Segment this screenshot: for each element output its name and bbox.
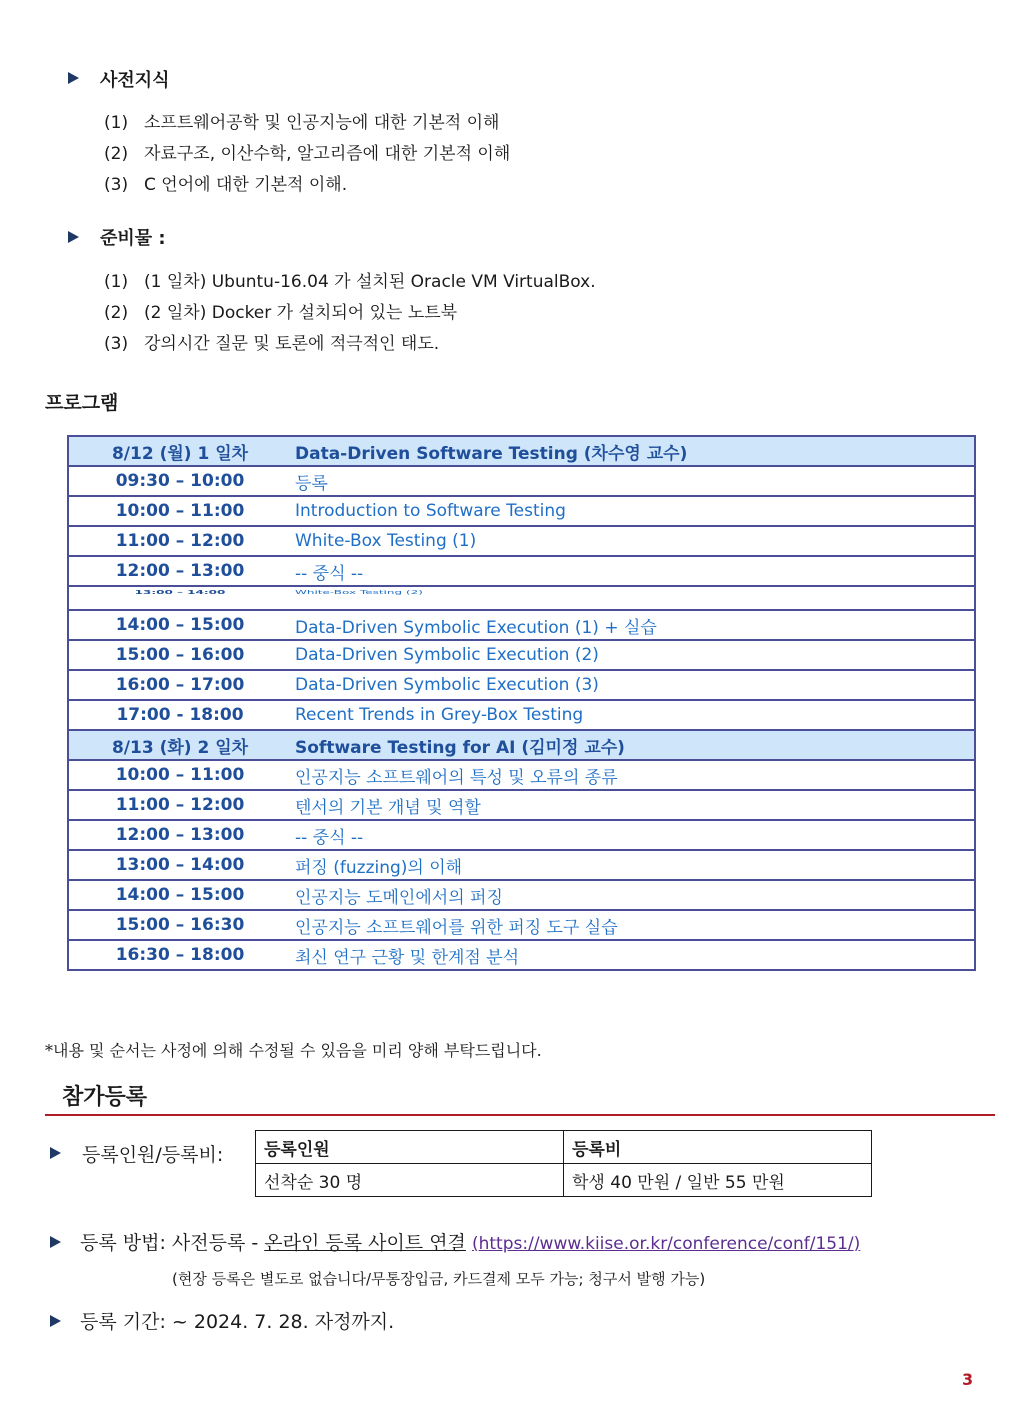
- fee-header-row: [256, 1131, 872, 1164]
- schedule-time: 11:00 – 12:00: [68, 526, 291, 556]
- schedule-row: [68, 670, 975, 700]
- schedule-description: 최신 연구 근황 및 한계점 분석: [291, 940, 975, 970]
- bullet-icon: [50, 1147, 61, 1159]
- schedule-description: -- 중식 --: [291, 820, 975, 850]
- schedule-description: Data-Driven Symbolic Execution (3): [291, 670, 975, 700]
- schedule-day-header: [68, 730, 975, 760]
- schedule-time: 8/13 (화) 2 일차: [68, 730, 291, 760]
- schedule-time: 17:00 - 18:00: [68, 700, 291, 730]
- schedule-row: [68, 850, 975, 880]
- schedule-time: 11:00 – 12:00: [68, 790, 291, 820]
- schedule-description: 인공지능 소프트웨어를 위한 퍼징 도구 실습: [291, 910, 975, 940]
- materials-title: 준비물 :: [100, 228, 166, 249]
- fee-header-cell: 등록비: [564, 1131, 872, 1164]
- schedule-body: [68, 436, 975, 970]
- schedule-time: 8/12 (월) 1 일차: [68, 436, 291, 466]
- schedule-description: 인공지능 소프트웨어의 특성 및 오류의 종류: [291, 760, 975, 790]
- fee-cell: 선착순 30 명: [256, 1164, 564, 1197]
- schedule-row: [68, 820, 975, 850]
- registration-method-note: (현장 등록은 별도로 없습니다/무통장입금, 카드결제 모두 가능; 청구서 발행 가능): [172, 1270, 706, 1288]
- schedule-description: 등록: [291, 466, 975, 496]
- schedule-time: 12:00 – 13:00: [68, 556, 291, 586]
- section-divider: [45, 1114, 995, 1116]
- fee-table: [255, 1130, 872, 1197]
- schedule-description: Software Testing for AI (김미정 교수): [291, 730, 975, 760]
- method-prefix: 등록 방법: 사전등록 -: [80, 1232, 265, 1254]
- schedule-row: [68, 880, 975, 910]
- bullet-icon: [68, 72, 79, 84]
- schedule-row: [68, 790, 975, 820]
- schedule-time: 13:00 – 14:00: [68, 850, 291, 880]
- prerequisite-item: (3) C 언어에 대한 기본적 이해.: [104, 175, 348, 195]
- page-number: 3: [962, 1370, 974, 1389]
- schedule-row: [68, 910, 975, 940]
- schedule-note: *내용 및 순서는 사정에 의해 수정될 수 있음을 미리 양해 부탁드립니다.: [45, 1041, 542, 1060]
- material-item: (1) (1 일차) Ubuntu-16.04 가 설치된 Oracle VM VirtualBox.: [104, 272, 596, 292]
- prerequisite-item: (2) 자료구조, 이산수학, 알고리즘에 대한 기본적 이해: [104, 144, 511, 164]
- schedule-time: 16:30 – 18:00: [68, 940, 291, 970]
- schedule-row: [68, 466, 975, 496]
- schedule-description: 인공지능 도메인에서의 퍼징: [291, 880, 975, 910]
- schedule-description: Introduction to Software Testing: [291, 496, 975, 526]
- schedule-time: 15:00 – 16:00: [68, 640, 291, 670]
- schedule-row: [68, 526, 975, 556]
- schedule-time: 14:00 – 15:00: [68, 880, 291, 910]
- schedule-time: 15:00 – 16:30: [68, 910, 291, 940]
- material-item: (3) 강의시간 질문 및 토론에 적극적인 태도.: [104, 334, 440, 354]
- fee-cell: 학생 40 만원 / 일반 55 만원: [564, 1164, 872, 1197]
- schedule-description: 텐서의 기본 개념 및 역할: [291, 790, 975, 820]
- schedule-row: [68, 586, 975, 610]
- schedule-day-header: [68, 436, 975, 466]
- schedule-description: Data-Driven Symbolic Execution (1) + 실습: [291, 610, 975, 640]
- schedule-row: [68, 610, 975, 640]
- registration-title: 참가등록: [62, 1085, 148, 1110]
- registration-url[interactable]: (https://www.kiise.or.kr/conference/conf/151/): [471, 1234, 861, 1254]
- schedule-description: Data-Driven Symbolic Execution (2): [291, 640, 975, 670]
- schedule-description: White-Box Testing (2): [291, 586, 975, 610]
- fee-row: [256, 1164, 872, 1197]
- schedule-row: [68, 940, 975, 970]
- schedule-time: 16:00 – 17:00: [68, 670, 291, 700]
- schedule-description: Data-Driven Software Testing (차수영 교수): [291, 436, 975, 466]
- schedule-time: 10:00 – 11:00: [68, 760, 291, 790]
- schedule-time: 12:00 – 13:00: [68, 820, 291, 850]
- registration-period: 등록 기간: ~ 2024. 7. 28. 자정까지.: [80, 1311, 395, 1333]
- material-item: (2) (2 일차) Docker 가 설치되어 있는 노트북: [104, 303, 458, 323]
- schedule-row: [68, 760, 975, 790]
- bullet-icon: [50, 1315, 61, 1327]
- schedule-time: 13:00 – 14:00: [68, 586, 291, 610]
- bullet-icon: [50, 1236, 61, 1248]
- schedule-row: [68, 556, 975, 586]
- schedule-description: Recent Trends in Grey-Box Testing: [291, 700, 975, 730]
- fee-label: 등록인원/등록비:: [82, 1144, 224, 1166]
- schedule-description: -- 중식 --: [291, 556, 975, 586]
- prerequisite-item: (1) 소프트웨어공학 및 인공지능에 대한 기본적 이해: [104, 113, 500, 133]
- schedule-table: [67, 435, 976, 971]
- schedule-description: White-Box Testing (1): [291, 526, 975, 556]
- schedule-time: 14:00 – 15:00: [68, 610, 291, 640]
- prerequisites-title: 사전지식: [100, 70, 170, 91]
- schedule-row: [68, 496, 975, 526]
- bullet-icon: [68, 231, 79, 243]
- schedule-time: 10:00 – 11:00: [68, 496, 291, 526]
- online-registration-link[interactable]: 온라인 등록 사이트 연결: [264, 1232, 466, 1254]
- registration-method: [80, 1228, 860, 1255]
- schedule-time: 09:30 – 10:00: [68, 466, 291, 496]
- fee-header-cell: 등록인원: [256, 1131, 564, 1164]
- schedule-row: [68, 700, 975, 730]
- schedule-row: [68, 640, 975, 670]
- schedule-description: 퍼징 (fuzzing)의 이해: [291, 850, 975, 880]
- program-title: 프로그램: [45, 392, 119, 414]
